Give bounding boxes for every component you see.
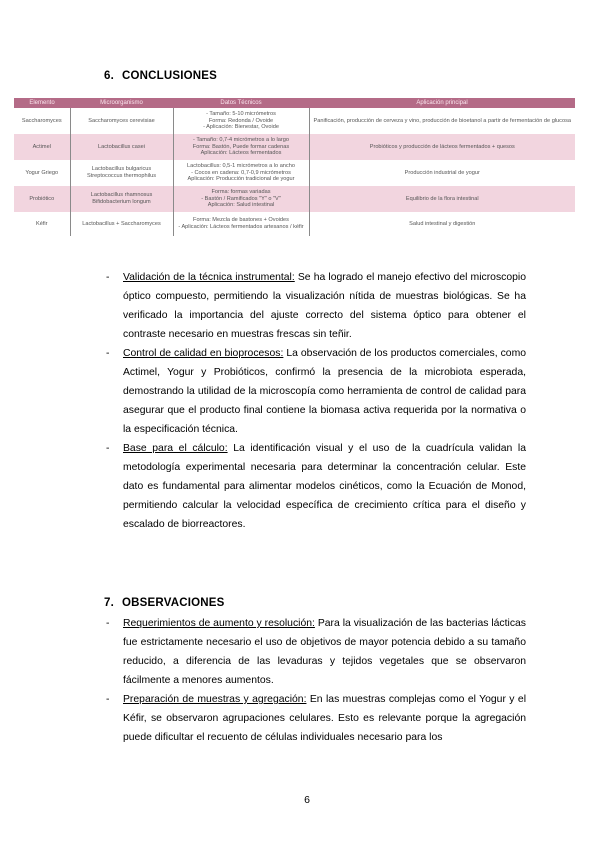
cell-aplicacion: Probióticos y producción de lácteos fermentados + quesos <box>309 134 575 160</box>
cell-aplicacion: Producción industrial de yogur <box>404 169 480 176</box>
table-row <box>14 134 575 160</box>
cell-line: - Aplicación: Bienestar, Ovoide <box>203 124 279 131</box>
cell-line: Lactobacillus rhamnosus <box>90 192 153 199</box>
table-row <box>14 108 575 134</box>
bullet-lead: Base para el cálculo: <box>123 443 228 454</box>
header-elemento: Elemento <box>14 98 70 108</box>
list-item <box>106 268 526 344</box>
list-item <box>106 690 526 747</box>
cell-line: - Bastón / Ramificados "Y" o "V" <box>201 195 281 202</box>
cell-elemento: Kéfir <box>14 212 70 236</box>
cell-microorganismo <box>70 186 173 212</box>
header-microorganismo: Microorganismo <box>70 98 173 108</box>
cell-line: - Cocos en cadena: 0,7-0,9 micrómetros <box>191 169 291 176</box>
cell-aplicacion: Panificación, producción de cerveza y vino, producción de bioetanol a partir de fermentación de glucosa <box>313 117 571 124</box>
section-7-title: OBSERVACIONES <box>122 597 225 609</box>
observations-list <box>106 614 526 747</box>
header-aplicacion: Aplicación principal <box>309 98 575 108</box>
cell-line: Saccharomyces cerevisiae <box>88 117 155 124</box>
cell-aplicacion: Salud intestinal y digestión <box>409 220 476 227</box>
cell-elemento: Probiótico <box>14 186 70 212</box>
cell-microorganismo <box>70 160 173 186</box>
table-row <box>14 160 575 186</box>
bullet-dash: - <box>106 443 110 454</box>
bullet-text: La identificación visual y el uso de la cuadrícula validan la metodología experimental necesaria para determinar la concentración celular. Este dato es fundamental para alimentar modelos cinéticos, como la Ecuación de Monod, permitiendo calcular la velocidad específica de crecimiento crítica para el diseño y escalado de biorreactores. <box>123 443 526 530</box>
bullet-dash: - <box>106 348 110 359</box>
cell-line: Aplicación: Salud intestinal <box>207 202 275 209</box>
cell-line: Lactobacillus: 0,5-1 micrómetros a lo ancho <box>187 163 295 170</box>
bullet-text: Se ha logrado el manejo efectivo del microscopio óptico compuesto, permitiendo la visualización nítida de muestras biológicas. Se ha verificado la importancia del ajuste correcto del sistema óptico para obtener el contraste necesario en muestras frescas sin teñir. <box>123 272 526 340</box>
cell-line: Streptococcus thermophilus <box>86 173 157 179</box>
cell-datos <box>173 134 309 160</box>
cell-aplicacion: Equilibrio de la flora intestinal <box>309 186 575 212</box>
cell-elemento: Actimel <box>14 134 70 160</box>
cell-line: Forma: Redonda / Ovoide <box>208 117 274 124</box>
bullet-dash: - <box>106 618 110 629</box>
cell-line: - Tamaño: 5-10 micrómetros <box>206 111 276 118</box>
cell-line: - Tamaño: 0,7-4 micrómetros a lo largo <box>193 137 289 144</box>
cell-line: Aplicación: Lácteos fermentados <box>200 150 282 157</box>
cell-datos <box>173 186 309 212</box>
list-item <box>106 439 526 534</box>
table-header-row <box>14 98 575 108</box>
bullet-dash: - <box>106 272 110 283</box>
table-row <box>14 186 575 212</box>
list-item <box>106 614 526 690</box>
bullet-lead: Control de calidad en bioprocesos: <box>123 348 284 359</box>
cell-line: Lactobacillus + Saccharomyces <box>82 220 161 227</box>
table-row <box>14 212 575 236</box>
cell-datos <box>173 160 309 186</box>
cell-microorganismo <box>70 212 173 236</box>
bullet-lead: Validación de la técnica instrumental: <box>123 272 295 283</box>
section-6-heading <box>104 70 217 82</box>
bullet-text: La observación de los productos comerciales, como Actimel, Yogur y Probióticos, confirmó la presencia de la microbiota esperada, demostrando la utilidad de la microscopía como herramienta de control de calidad para asegurar que el producto final contiene la biomasa activa requerida por la normativa o la especificación técnica. <box>123 348 527 435</box>
bullet-lead: Requerimientos de aumento y resolución: <box>123 618 315 629</box>
bullet-lead: Preparación de muestras y agregación: <box>123 694 307 705</box>
cell-microorganismo <box>70 108 173 134</box>
cell-line: Forma: Bastón, Puede formar cadenas <box>192 143 290 150</box>
section-6-title: CONCLUSIONES <box>122 70 218 82</box>
cell-line: Forma: Mezcla de bastones + Ovoides <box>193 217 289 224</box>
cell-line: Lactobacillus bulgaricus <box>91 166 152 173</box>
cell-elemento: Yogur Griego <box>14 160 70 186</box>
bullet-dash: - <box>106 694 110 705</box>
list-item <box>106 344 526 439</box>
bullet-text: Para la visualización de las bacterias lácticas fue estrictamente necesario el uso de objetivos de mayor potencia debido a su tamaño reducido, a diferencia de las levaduras y tejidos vegetales que se observaron fácilmente a menores aumentos. <box>123 618 526 686</box>
cell-line: Bifidobacterium longum <box>92 199 151 205</box>
header-datos-tecnicos: Datos Técnicos <box>173 98 309 108</box>
section-7-heading <box>104 597 225 609</box>
cell-line: Lactobacillus casei <box>98 143 145 150</box>
section-7-number: 7. <box>104 597 114 609</box>
cell-line: Forma: formas variadas <box>211 189 271 196</box>
page-number: 6 <box>304 794 310 806</box>
cell-datos <box>173 108 309 134</box>
cell-datos <box>173 212 309 236</box>
summary-table <box>14 98 575 236</box>
cell-elemento: Saccharomyces <box>14 108 70 134</box>
cell-microorganismo <box>70 134 173 160</box>
cell-line: Aplicación: Producción tradicional de yogur <box>187 176 295 183</box>
cell-line: - Aplicación: Lácteos fermentados artesanos / kéfir <box>178 224 304 230</box>
conclusions-list <box>106 268 526 534</box>
section-6-number: 6. <box>104 70 114 82</box>
bullet-text: En las muestras complejas como el Yogur y el Kéfir, se observaron agrupaciones celulares. Esto es relevante porque la agregación puede dificultar el recuento de células individuales necesario para los <box>123 694 527 743</box>
